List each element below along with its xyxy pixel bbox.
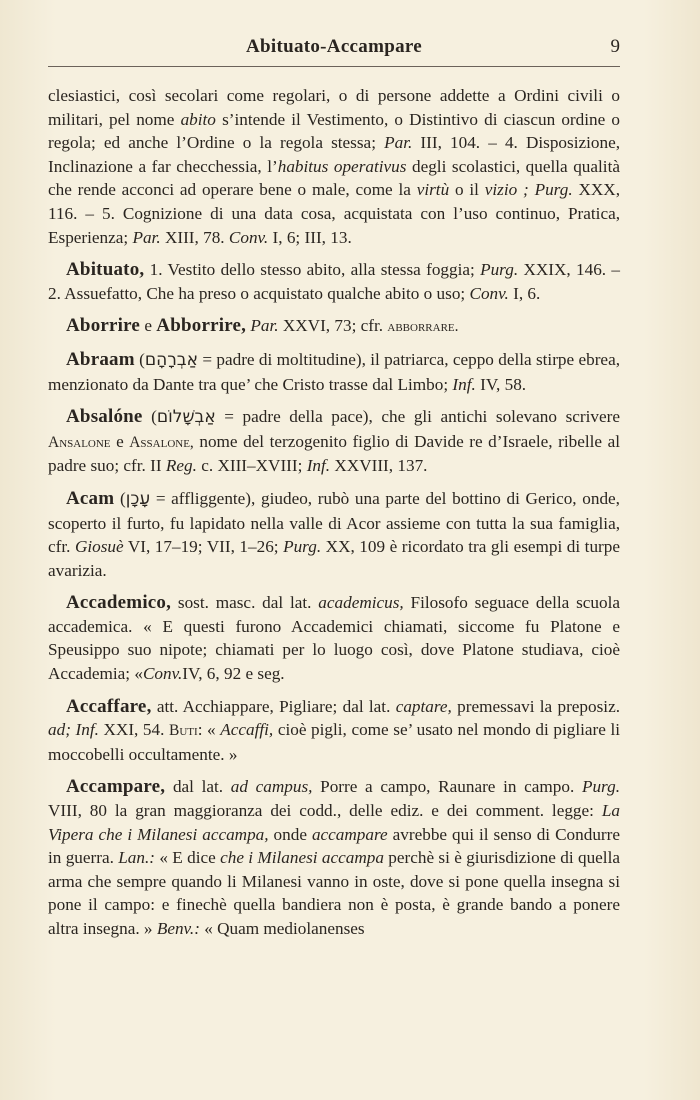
entry-accademico — [48, 591, 620, 685]
entry-text: La Vipera che i Milanesi accampa, — [48, 801, 620, 844]
headword: Accaffare, — [66, 695, 152, 717]
headword: Abborrire, — [156, 315, 247, 337]
entry-text: clesiastici, così secolari come regolari, o di persone addette a Ordini civili o militari, pel nome — [48, 86, 620, 129]
entry-text: XXVI, 73; cfr. — [278, 316, 388, 336]
entry-text: dal lat. — [165, 777, 231, 797]
entry-text: att. Acchiappare, Pigliare; dal lat. — [151, 696, 396, 716]
entry-text: abito — [180, 109, 216, 129]
running-title: Abituato-Accampare — [245, 36, 423, 57]
entry-text: Giosuè — [74, 537, 124, 557]
entry-text: I, 6; III, 13. — [268, 227, 352, 247]
entry-text: sost. masc. dal lat. — [171, 593, 319, 613]
entry-text: = affliggente), giudeo, rubò una parte del bottino di Gerico, onde, scoperto il furto, fu lapidato nella valle di Acor assieme con tutta la sua famiglia, cfr. — [48, 488, 620, 557]
entry-text: perchè si è giurisdizione di quella arma che sempre quando li Milanesi vanno in oste, dove si pone quella insegna si pone il campo: e finechè quella bandiera non è posta, è grande bando a ponere altra insegna. » — [48, 848, 620, 938]
entry-text: ( — [134, 349, 145, 369]
entry-text: I, 6. — [508, 283, 541, 303]
entry-text: o il — [449, 180, 485, 200]
entry-text: che i Milanesi accampa — [220, 848, 384, 868]
entry-text: academicus, — [318, 593, 404, 613]
entry-text: Porre a campo, Raunare in campo. — [312, 777, 582, 797]
entry-text: Purg. — [534, 180, 573, 200]
entry-text: nome del terzogenito figlio di Davide re d’Israele, ribelle al padre suo; cfr. II — [48, 431, 620, 476]
entry-text: Benv.: — [156, 919, 200, 938]
entry-text: ad campus, — [230, 777, 313, 797]
headword: Acam — [66, 487, 115, 509]
entry-text: ( — [142, 407, 157, 427]
entry-text: : « — [197, 720, 221, 740]
entry-abituato — [48, 258, 620, 305]
entry-aborrire — [48, 314, 620, 339]
entry-accampare — [48, 775, 620, 940]
hebrew-word: אַבְשָׁלוֹם — [156, 407, 216, 428]
entry-text: XXX, 116. – 5. Cognizione di una data cosa, acquistata con l’uso continuo, Pratica, Esperienza; — [48, 180, 620, 247]
entry-text: Filosofo seguace della scuola accademica. « E questi furono Accademici chiamati, siccome fu Platone e Speusippo suo nipote; chiamati per lo luogo così, dove Platone studiava, cioè Accademia; « — [48, 593, 620, 684]
entry-text: XXI, 54. — [98, 720, 170, 740]
entry-text: = padre di moltitudine), il patriarca, ceppo della stirpe ebrea, menzionato da Dante tra que’ che Cristo trasse dal Limbo; — [48, 349, 620, 394]
headword: Accademico, — [66, 592, 172, 614]
entry-text: Conv. — [142, 664, 183, 684]
entry-text: captare, — [395, 696, 452, 716]
entry-text: avrebbe qui il senso di Condurre in guerra. — [48, 824, 620, 868]
headword: Accampare, — [66, 776, 166, 798]
entry-text: « E dice — [155, 848, 221, 868]
entry-text: premessavi la preposiz. — [451, 696, 621, 716]
entry-text: XXIX, 146. – 2. Assuefatto, Che ha preso o acquistato qualche abito o uso; — [48, 260, 620, 303]
entry-text: III, 104. – 4. Disposizione, Inclinazione a far checchessia, l’ — [48, 133, 621, 176]
entry-text: VI, 17–19; VII, 1–26; — [123, 537, 284, 557]
entry-text: 1. Vestito dello stesso abito, alla stessa foggia; — [144, 260, 481, 280]
entry-text: « Quam mediolanenses — [199, 919, 365, 938]
headword: Abraam — [66, 348, 135, 370]
headword: Absalóne — [66, 406, 143, 428]
hebrew-word: אַבְרָהָם — [144, 349, 199, 370]
page-number: 9 — [610, 36, 620, 57]
entry-text: accampare — [311, 824, 388, 844]
entry-text: VIII, 80 la gran maggioranza dei codd., delle ediz. e dei comment. legge: — [48, 801, 602, 821]
entry-text: Assalone, — [129, 433, 194, 451]
entry-text: Buti — [169, 722, 198, 740]
entry-text: IV, 6, 92 e seg. — [182, 664, 285, 684]
entry-text: Inf. — [452, 374, 476, 394]
entry-abraam — [48, 348, 620, 396]
entry-text: Par. — [384, 133, 413, 153]
entry-habitus-continuation — [48, 84, 620, 249]
entry-text: degli scolastici, quella qualità che rende acconci ad operare bene o male, come la — [48, 156, 620, 200]
entry-text: Par. — [132, 227, 161, 247]
entry-text: Conv. — [228, 227, 269, 247]
entry-text: e — [140, 316, 157, 336]
entry-text: onde — [268, 824, 312, 844]
entry-acam — [48, 487, 620, 582]
entry-text: = padre della pace), che gli antichi solevano scrivere — [215, 407, 620, 427]
dictionary-body — [48, 84, 620, 950]
entry-text: Accaffi, — [220, 720, 274, 740]
entry-text: Purg. — [581, 777, 620, 797]
headword: Aborrire — [66, 315, 141, 337]
entry-text: ( — [114, 488, 126, 508]
entry-text: XXVIII, 137. — [330, 456, 428, 476]
entry-absalone — [48, 405, 620, 478]
entry-text: habitus operativus — [277, 156, 407, 176]
headword: Abituato, — [66, 259, 145, 281]
entry-text: Purg. — [480, 260, 519, 280]
entry-text: c. XIII–XVIII; — [196, 456, 307, 476]
entry-text: Lan.: — [118, 848, 156, 868]
entry-text: s’intende il Vestimento, o Distintivo di ciascun ordine o regola; ed anche l’Ordine o la regola stessa; — [48, 109, 620, 153]
entry-text: Purg. — [283, 537, 322, 557]
entry-text: XIII, 78. — [160, 227, 229, 247]
entry-text: virtù — [416, 180, 450, 200]
entry-text: IV, 58. — [475, 374, 527, 394]
entry-accaffare — [48, 695, 620, 767]
hebrew-word: עָכָן — [125, 488, 151, 509]
entry-text: Reg. — [165, 456, 197, 476]
entry-text: XX, 109 è ricordato tra gli esempi di turpe avarizia. — [48, 537, 620, 580]
entry-text: e — [110, 431, 130, 451]
entry-text: Par. — [250, 316, 279, 336]
page-header — [48, 36, 620, 67]
entry-text: Inf. — [306, 456, 331, 476]
entry-text: cioè pigli, come se’ usato nel mondo di pigliare li moccobelli occultamente. » — [48, 720, 620, 764]
entry-text: abborrare. — [387, 318, 459, 336]
entry-text: Ansalone — [48, 433, 111, 451]
entry-text: ad; Inf. — [48, 720, 99, 740]
entry-text: vizio ; — [484, 180, 529, 200]
entry-text: Conv. — [469, 283, 509, 303]
